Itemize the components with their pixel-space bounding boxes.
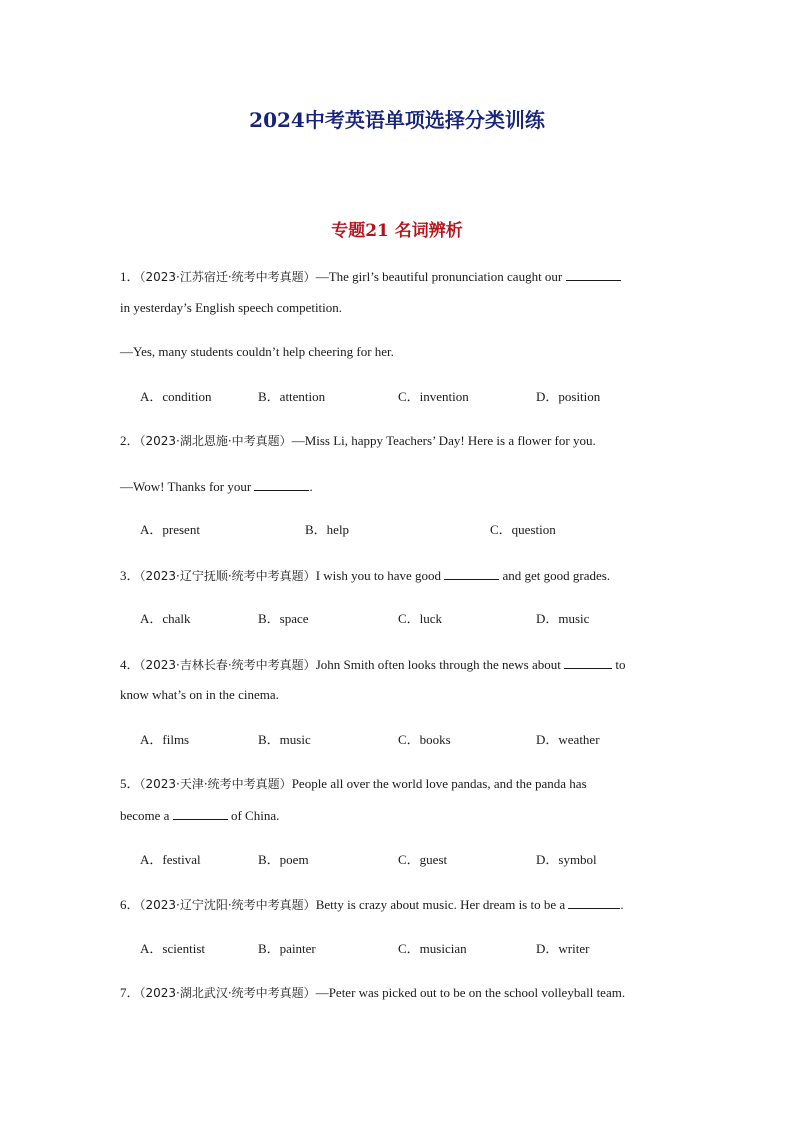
document-title: 2024中考英语单项选择分类训练 (249, 108, 545, 132)
question-2-line2 (120, 478, 680, 495)
option-b: B．poem (258, 852, 309, 867)
question-source: （2023·江苏宿迁·统考中考真题） (139, 270, 316, 284)
question-number: 5． (120, 776, 140, 791)
question-6-stem (120, 896, 680, 913)
answer-blank (566, 268, 621, 281)
answer-blank (444, 567, 499, 580)
question-5-line2 (120, 807, 680, 824)
answer-blank (173, 807, 228, 820)
question-7-stem (120, 985, 680, 1001)
question-source: （2023·湖北恩施·中考真题） (139, 434, 292, 448)
question-text: —Peter was picked out to be on the school volleyball team. (315, 985, 626, 1000)
answer-blank (254, 478, 309, 491)
question-1-stem (120, 268, 680, 285)
question-number: 4． (120, 657, 140, 672)
answer-blank (568, 896, 620, 909)
option-a: A．chalk (140, 611, 191, 626)
question-1-line2: in yesterday’s English speech competition. (120, 300, 343, 315)
question-number: 7． (120, 985, 140, 1000)
question-text: become a (120, 808, 170, 823)
question-1-reply: —Yes, many students couldn’t help cheering for her. (120, 344, 394, 359)
option-b: B．help (305, 522, 350, 537)
option-a: A．films (140, 732, 190, 747)
question-text: —Wow! Thanks for your (120, 479, 252, 494)
question-text: People all over the world love pandas, and the panda has (291, 776, 587, 791)
option-d: D．writer (536, 941, 590, 956)
option-b: B．music (258, 732, 311, 747)
option-b: B．painter (258, 941, 316, 956)
question-text: —Miss Li, happy Teachers’ Day! Here is a flower for you. (291, 433, 596, 448)
option-c: C．invention (398, 389, 469, 404)
option-b: B．attention (258, 389, 326, 404)
option-c: C．guest (398, 852, 448, 867)
question-source: （2023·辽宁抚顺·统考中考真题） (139, 569, 316, 583)
question-4-line2: know what’s on in the cinema. (120, 687, 279, 702)
question-text: of China. (230, 808, 280, 823)
question-text: John Smith often looks through the news about (315, 657, 561, 672)
answer-blank (564, 656, 612, 669)
question-text: to (615, 657, 626, 672)
question-source: （2023·湖北武汉·统考中考真题） (139, 986, 316, 1000)
question-text: . (309, 479, 313, 494)
question-text: I wish you to have good (315, 568, 441, 583)
option-a: A．scientist (140, 941, 205, 956)
question-number: 1． (120, 269, 140, 284)
option-c: C．luck (398, 611, 443, 626)
question-source: （2023·天津·统考中考真题） (139, 777, 292, 791)
question-text: . (620, 897, 624, 912)
question-text: Betty is crazy about music. Her dream is to be a (315, 897, 566, 912)
question-source: （2023·辽宁沈阳·统考中考真题） (139, 898, 316, 912)
question-3-stem (120, 567, 680, 584)
option-c: C．question (490, 522, 556, 537)
question-text: and get good grades. (502, 568, 611, 583)
question-text: —The girl’s beautiful pronunciation caught our (315, 269, 563, 284)
option-b: B．space (258, 611, 309, 626)
question-number: 6． (120, 897, 140, 912)
option-d: D．weather (536, 732, 600, 747)
option-d: D．music (536, 611, 590, 626)
topic-subtitle: 专题21 名词辨析 (331, 221, 463, 241)
question-4-stem (120, 656, 680, 673)
question-5-stem (120, 776, 680, 792)
option-a: A．present (140, 522, 200, 537)
option-a: A．festival (140, 852, 201, 867)
option-c: C．musician (398, 941, 467, 956)
question-2-stem (120, 433, 680, 449)
option-a: A．condition (140, 389, 212, 404)
question-number: 3． (120, 568, 140, 583)
option-d: D．position (536, 389, 601, 404)
option-c: C．books (398, 732, 451, 747)
question-source: （2023·吉林长春·统考中考真题） (139, 658, 316, 672)
question-number: 2． (120, 433, 140, 448)
option-d: D．symbol (536, 852, 597, 867)
